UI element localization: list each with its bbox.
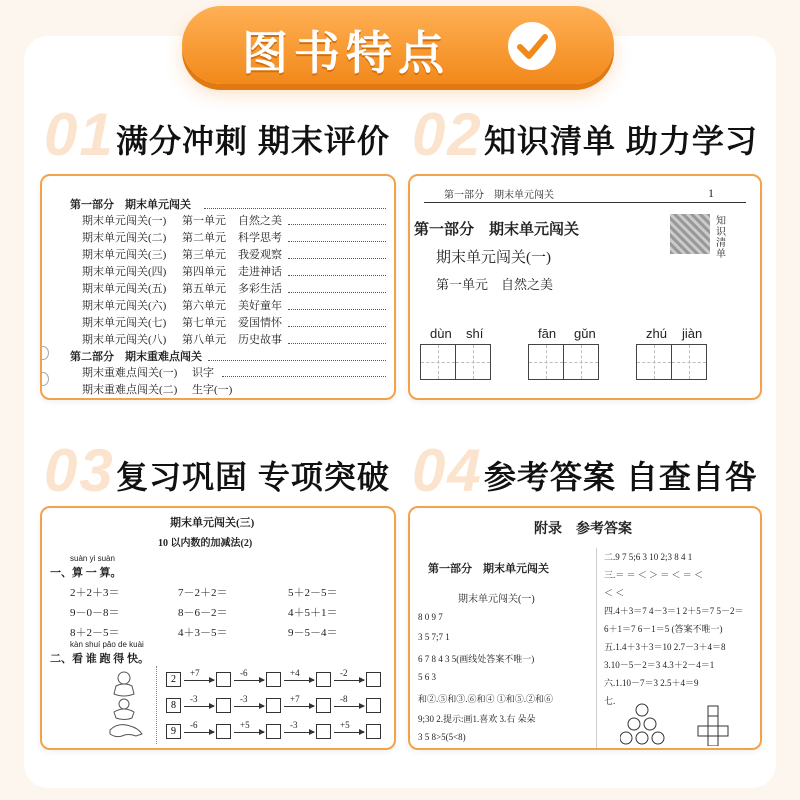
q1-heading: 一、算 一 算。 [50, 567, 122, 579]
toc-row2-2-topic: 生字(一) [192, 384, 233, 396]
operation-label: -3 [240, 694, 248, 704]
toc-row-title: 期末单元闯关(六) [82, 300, 167, 312]
arrow [334, 706, 364, 707]
section-4-number: 04 [412, 437, 483, 504]
toc-row-title: 期末单元闯关(二) [82, 232, 167, 244]
toc-row-topic: 历史故事 [238, 334, 282, 346]
answer-box[interactable] [366, 698, 381, 713]
leader-dots [288, 224, 386, 225]
arrow [184, 732, 214, 733]
leader-dots [288, 258, 386, 259]
toc-row2-1-title: 期末重难点闯关(一) [82, 367, 178, 379]
answer-figure [620, 702, 740, 746]
toc-row-unit: 第二单元 [182, 232, 226, 244]
answer-line-right: 四.4＋3＝7 4－3＝1 2＋5＝7 5－2＝ [604, 606, 744, 616]
leader-dots [288, 275, 386, 276]
eq-2-2: 8－6－2＝ [178, 607, 228, 619]
start-number-box: 2 [166, 672, 181, 687]
answer-line-left: 3 5 7;7 1 [418, 632, 450, 642]
eq-3-1: 8＋2－5＝ [70, 627, 120, 639]
answer-box[interactable] [316, 672, 331, 687]
pinyin-4: gǔn [574, 326, 596, 341]
answer-box[interactable] [316, 698, 331, 713]
toc-row-topic: 美好童年 [238, 300, 282, 312]
page-number: 1 [708, 186, 714, 200]
answer-box[interactable] [366, 724, 381, 739]
writing-grid [563, 344, 599, 380]
binding-hole [40, 346, 49, 360]
q2-pinyin: kàn shuí pǎo de kuài [70, 640, 144, 649]
column-divider [596, 548, 597, 748]
review-subtitle: 10 以内数的加减法(2) [158, 538, 253, 549]
operation-label: -3 [290, 720, 298, 730]
start-number-box: 9 [166, 724, 181, 739]
answer-line-right: 七. [604, 696, 616, 706]
sub-heading: 期末单元闯关(一) [436, 250, 551, 266]
eq-1-2: 7－2＋2＝ [178, 587, 228, 599]
answer-line-left: 5 6 3 [418, 672, 436, 682]
answer-box[interactable] [266, 698, 281, 713]
eq-3-3: 9－5－4＝ [288, 627, 338, 639]
answer-box[interactable] [366, 672, 381, 687]
answer-line-left: 8 0 9 7 [418, 612, 443, 622]
toc-row-topic: 走进神话 [238, 266, 282, 278]
arrow [284, 732, 314, 733]
arrow [184, 706, 214, 707]
answers-sub: 期末单元闯关(一) [458, 594, 535, 605]
toc-row-title: 期末单元闯关(七) [82, 317, 167, 329]
toc-row-unit: 第六单元 [182, 300, 226, 312]
operation-label: +5 [340, 720, 350, 730]
leader-dots [288, 309, 386, 310]
binding-hole [40, 372, 49, 386]
answer-line-right: 三.＝ ＝ ＜ ＞ ＝ ＜ ＝ ＜ [604, 570, 704, 580]
toc-panel [40, 174, 396, 400]
operation-label: -3 [190, 694, 198, 704]
qr-code [670, 214, 710, 254]
leader-dots [208, 360, 386, 361]
answer-box[interactable] [316, 724, 331, 739]
operation-label: +7 [290, 694, 300, 704]
toc-part2: 第二部分 期末重难点闯关 [70, 351, 202, 363]
arrow [184, 680, 214, 681]
writing-grid [420, 344, 456, 380]
answers-part: 第一部分 期末单元闯关 [428, 563, 549, 575]
arrow [234, 732, 264, 733]
toc-row-unit: 第四单元 [182, 266, 226, 278]
animal-illustration-icon [106, 668, 146, 742]
toc-row-title: 期末单元闯关(八) [82, 334, 167, 346]
unit-heading: 第一单元 自然之美 [436, 277, 554, 292]
arrow [234, 706, 264, 707]
part-heading: 第一部分 期末单元闯关 [414, 222, 580, 238]
leader-dots [288, 343, 386, 344]
toc-row2-2-title: 期末重难点闯关(二) [82, 384, 178, 396]
check-icon [508, 22, 556, 70]
answer-line-right: ＜ ＜ [604, 588, 625, 598]
answer-box[interactable] [216, 698, 231, 713]
eq-1-3: 5＋2－5＝ [288, 587, 338, 599]
running-head: 第一部分 期末单元闯关 [444, 190, 554, 201]
pinyin-2: shí [466, 326, 484, 341]
toc-row-topic: 爱国情怀 [238, 317, 282, 329]
toc-row-topic: 多彩生活 [238, 283, 282, 295]
answer-box[interactable] [266, 672, 281, 687]
arrow [334, 732, 364, 733]
eq-2-3: 4＋5＋1＝ [288, 607, 338, 619]
q1-pinyin: suàn yi suàn [70, 554, 115, 563]
leader-dots [288, 241, 386, 242]
section-1-number: 01 [44, 101, 115, 168]
toc-row-unit: 第一单元 [182, 215, 226, 227]
review-panel [40, 506, 396, 750]
leader-dots [222, 376, 386, 377]
toc-row2-1-topic: 识字 [192, 367, 214, 379]
operation-label: -6 [190, 720, 198, 730]
leader-dots [288, 326, 386, 327]
section-4-title: 参考答案 自查自咎 [484, 459, 758, 495]
toc-row-title: 期末单元闯关(三) [82, 249, 167, 261]
pinyin-5: zhú [646, 326, 667, 341]
operation-label: +4 [290, 668, 300, 678]
header-title: 图书特点 [242, 27, 450, 79]
toc-row-unit: 第五单元 [182, 283, 226, 295]
leader-dots [204, 208, 386, 209]
toc-row-topic: 科学思考 [238, 232, 282, 244]
section-2-number: 02 [412, 101, 483, 168]
knowledge-panel [408, 174, 762, 400]
writing-grid [455, 344, 491, 380]
arrow [284, 680, 314, 681]
toc-row-unit: 第八单元 [182, 334, 226, 346]
answers-title: 附录 参考答案 [534, 522, 632, 537]
arrow [234, 680, 264, 681]
answer-line-right: 6＋1＝7 6－1＝5 (答案不唯一) [604, 624, 723, 634]
section-3-number: 03 [44, 437, 115, 504]
toc-row-topic: 自然之美 [238, 215, 282, 227]
answers-panel [408, 506, 762, 750]
qr-label: 知识清单 [716, 216, 726, 260]
operation-label: -6 [240, 668, 248, 678]
divider [156, 666, 157, 744]
pinyin-3: fān [538, 326, 557, 341]
answer-box[interactable] [216, 724, 231, 739]
section-3-title: 复习巩固 专项突破 [116, 459, 390, 495]
q2-heading: 二、看 谁 跑 得 快。 [50, 653, 149, 665]
rule-line [424, 202, 746, 203]
operation-label: +5 [240, 720, 250, 730]
toc-part1: 第一部分 期末单元闯关 [70, 199, 191, 211]
eq-2-1: 9－0－8＝ [70, 607, 120, 619]
answer-line-left: 6 7 8 4 3 5(画线处答案不唯一) [418, 654, 535, 664]
writing-grid [528, 344, 564, 380]
answer-line-left: 9;30 2.提示:画1.喜欢 3.右 朵朵 [418, 714, 536, 724]
toc-row-unit: 第七单元 [182, 317, 226, 329]
toc-row-unit: 第三单元 [182, 249, 226, 261]
operation-label: -8 [340, 694, 348, 704]
section-1-title: 满分冲刺 期末评价 [116, 123, 390, 159]
review-title: 期末单元闯关(三) [170, 517, 255, 529]
toc-row-title: 期末单元闯关(五) [82, 283, 167, 295]
operation-label: -2 [340, 668, 348, 678]
leader-dots [288, 292, 386, 293]
answer-line-left: 和②.⑤和③.⑥和④ ①和⑤.②和⑥ [418, 694, 554, 704]
toc-row-title: 期末单元闯关(四) [82, 266, 167, 278]
pinyin-1: dùn [430, 326, 452, 341]
answer-box[interactable] [216, 672, 231, 687]
eq-3-2: 4＋3－5＝ [178, 627, 228, 639]
answer-box[interactable] [266, 724, 281, 739]
arrow [334, 680, 364, 681]
answer-line-right: 二.9 7 5;6 3 10 2;3 8 4 1 [604, 552, 693, 562]
operation-label: +7 [190, 668, 200, 678]
answer-line-right: 五.1.4＋3＋3＝10 2.7－3＋4＝8 [604, 642, 726, 652]
toc-row-title: 期末单元闯关(一) [82, 215, 167, 227]
answer-line-right: 3.10－5－2＝3 4.3＋2－4＝1 [604, 660, 715, 670]
arrow [284, 706, 314, 707]
section-2-title: 知识清单 助力学习 [484, 123, 758, 159]
writing-grid [671, 344, 707, 380]
answer-line-right: 六.1.10－7＝3 2.5＋4＝9 [604, 678, 699, 688]
eq-1-1: 2＋2＋3＝ [70, 587, 120, 599]
answer-line-left: 3 5 8>5(5<8) [418, 732, 466, 742]
toc-row-topic: 我爱观察 [238, 249, 282, 261]
pinyin-6: jiàn [682, 326, 703, 341]
start-number-box: 8 [166, 698, 181, 713]
writing-grid [636, 344, 672, 380]
